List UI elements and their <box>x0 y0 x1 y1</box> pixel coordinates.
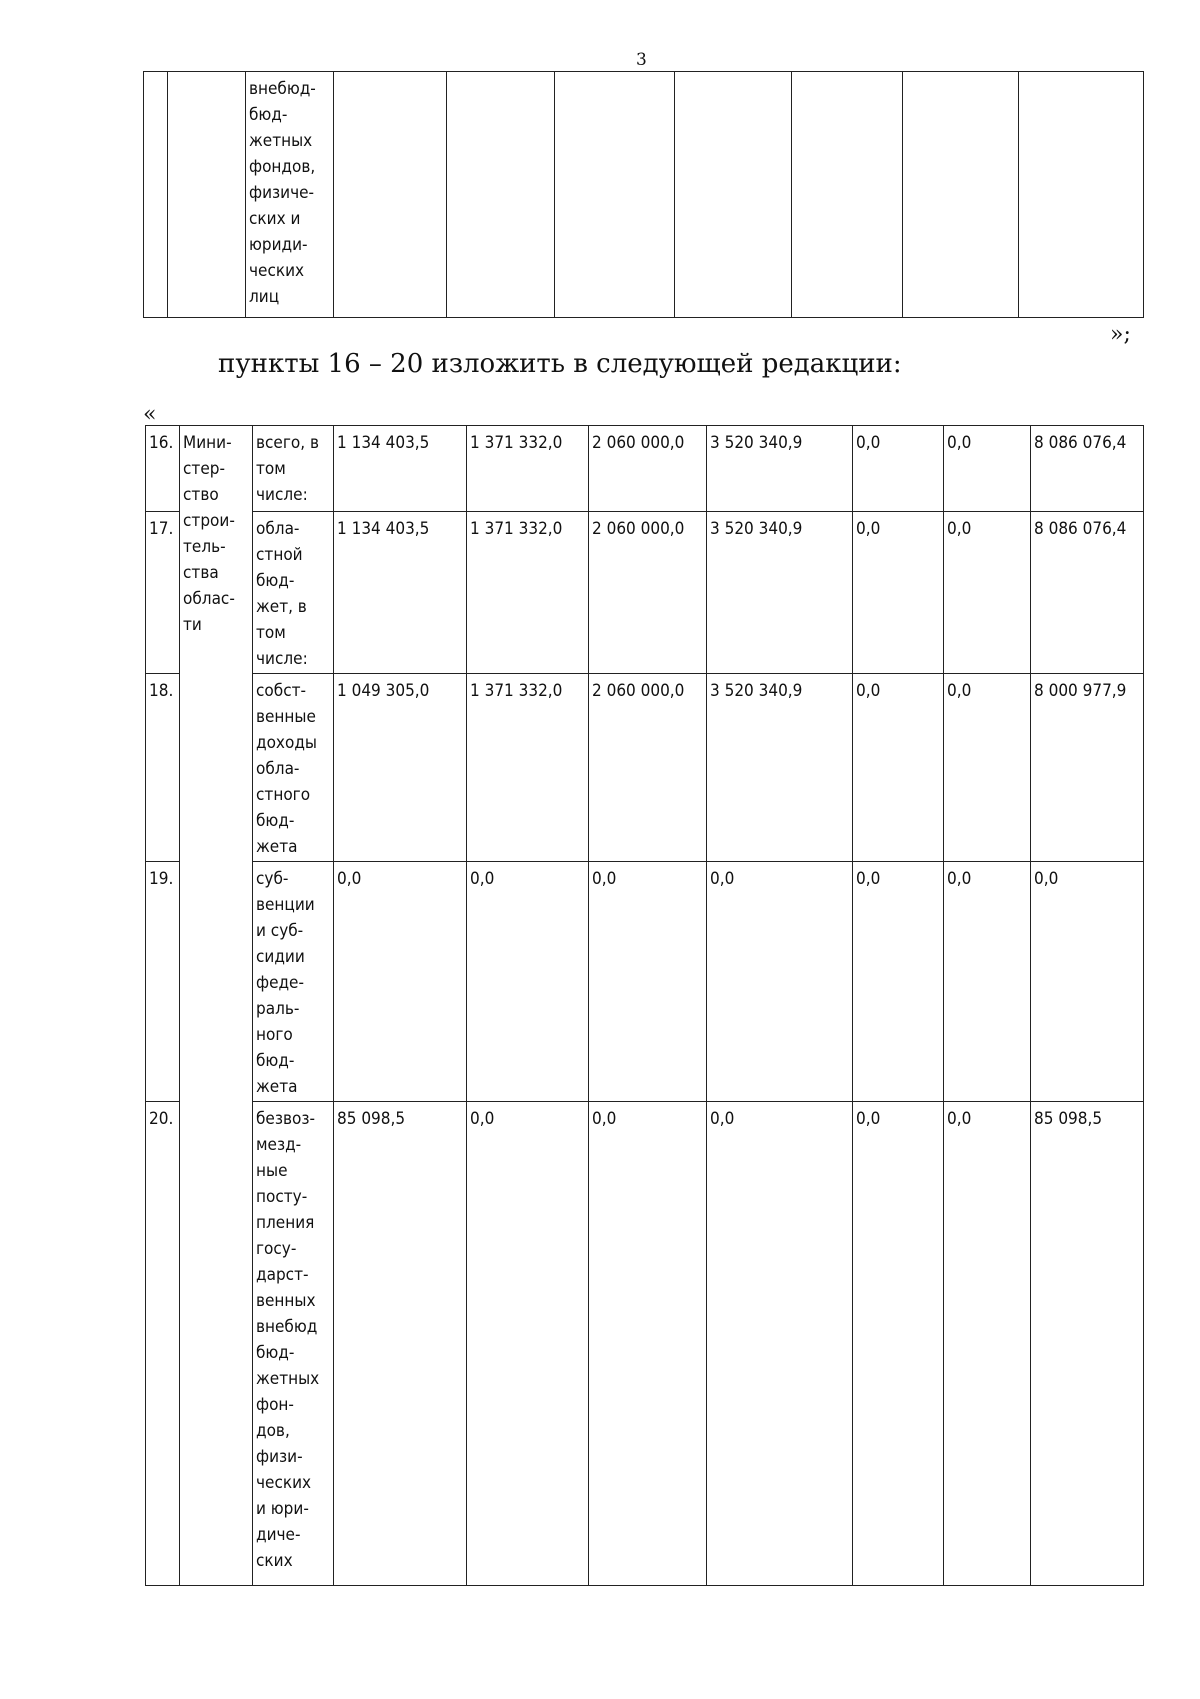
opening-quote: « <box>143 402 157 427</box>
row-label: обла- стной бюд- жет, в том числе: <box>253 512 334 674</box>
row-number: 16. <box>146 426 180 512</box>
table-cell <box>1019 72 1144 318</box>
value-cell: 2 060 000,0 <box>589 512 707 674</box>
value-cell: 0,0 <box>853 426 944 512</box>
value-cell: 8 086 076,4 <box>1031 512 1144 674</box>
value-cell: 85 098,5 <box>1031 1102 1144 1586</box>
page-number: 3 <box>636 50 647 70</box>
row-label: собст- венные доходы обла- стного бюд- жета <box>253 674 334 862</box>
value-cell: 0,0 <box>1031 862 1144 1102</box>
value-cell: 0,0 <box>853 674 944 862</box>
amended-table <box>145 425 1144 1586</box>
table-cell <box>334 72 447 318</box>
value-cell: 0,0 <box>853 1102 944 1586</box>
value-cell: 3 520 340,9 <box>707 674 853 862</box>
value-cell: 1 049 305,0 <box>334 674 467 862</box>
value-cell: 0,0 <box>707 862 853 1102</box>
table-cell <box>555 72 675 318</box>
table-cell <box>144 72 168 318</box>
table-row <box>146 426 1144 512</box>
value-cell: 0,0 <box>589 1102 707 1586</box>
value-cell: 0,0 <box>853 862 944 1102</box>
funding-source-label: внебюд- бюд- жетных фондов, физиче- ских и юриди- ческих лиц <box>246 72 334 318</box>
table-cell <box>675 72 792 318</box>
table-cell <box>447 72 555 318</box>
table-row <box>146 674 1144 862</box>
value-cell: 0,0 <box>944 674 1031 862</box>
value-cell: 85 098,5 <box>334 1102 467 1586</box>
amendment-heading: пункты 16 – 20 изложить в следующей редакции: <box>218 349 902 379</box>
table-cell <box>903 72 1019 318</box>
ministry-name: Мини- стер- ство строи- тель- ства облас- ти <box>180 426 253 1586</box>
row-number: 19. <box>146 862 180 1102</box>
value-cell: 2 060 000,0 <box>589 426 707 512</box>
value-cell: 8 086 076,4 <box>1031 426 1144 512</box>
value-cell: 0,0 <box>589 862 707 1102</box>
value-cell: 0,0 <box>944 862 1031 1102</box>
value-cell: 1 371 332,0 <box>467 512 589 674</box>
closing-quote: »; <box>1110 322 1131 347</box>
table-row <box>146 1102 1144 1586</box>
table-row <box>146 862 1144 1102</box>
value-cell: 2 060 000,0 <box>589 674 707 862</box>
row-number: 20. <box>146 1102 180 1586</box>
value-cell: 1 134 403,5 <box>334 426 467 512</box>
table-row <box>146 512 1144 674</box>
value-cell: 0,0 <box>467 1102 589 1586</box>
value-cell: 1 371 332,0 <box>467 674 589 862</box>
row-label: суб- венции и суб- сидии феде- раль- ного бюд- жета <box>253 862 334 1102</box>
value-cell: 0,0 <box>944 512 1031 674</box>
value-cell: 1 371 332,0 <box>467 426 589 512</box>
value-cell: 0,0 <box>467 862 589 1102</box>
value-cell: 8 000 977,9 <box>1031 674 1144 862</box>
value-cell: 3 520 340,9 <box>707 512 853 674</box>
value-cell: 1 134 403,5 <box>334 512 467 674</box>
table-cell <box>168 72 246 318</box>
row-label: всего, в том числе: <box>253 426 334 512</box>
value-cell: 0,0 <box>944 426 1031 512</box>
continued-table <box>143 71 1144 318</box>
value-cell: 0,0 <box>334 862 467 1102</box>
value-cell: 3 520 340,9 <box>707 426 853 512</box>
table-cell <box>792 72 903 318</box>
row-label: безвоз- мезд- ные посту- пления госу- дарст- венных внебюд бюд- жетных фон- дов, физи- ческих и юри- диче- ских <box>253 1102 334 1586</box>
row-number: 18. <box>146 674 180 862</box>
row-number: 17. <box>146 512 180 674</box>
value-cell: 0,0 <box>707 1102 853 1586</box>
value-cell: 0,0 <box>853 512 944 674</box>
value-cell: 0,0 <box>944 1102 1031 1586</box>
